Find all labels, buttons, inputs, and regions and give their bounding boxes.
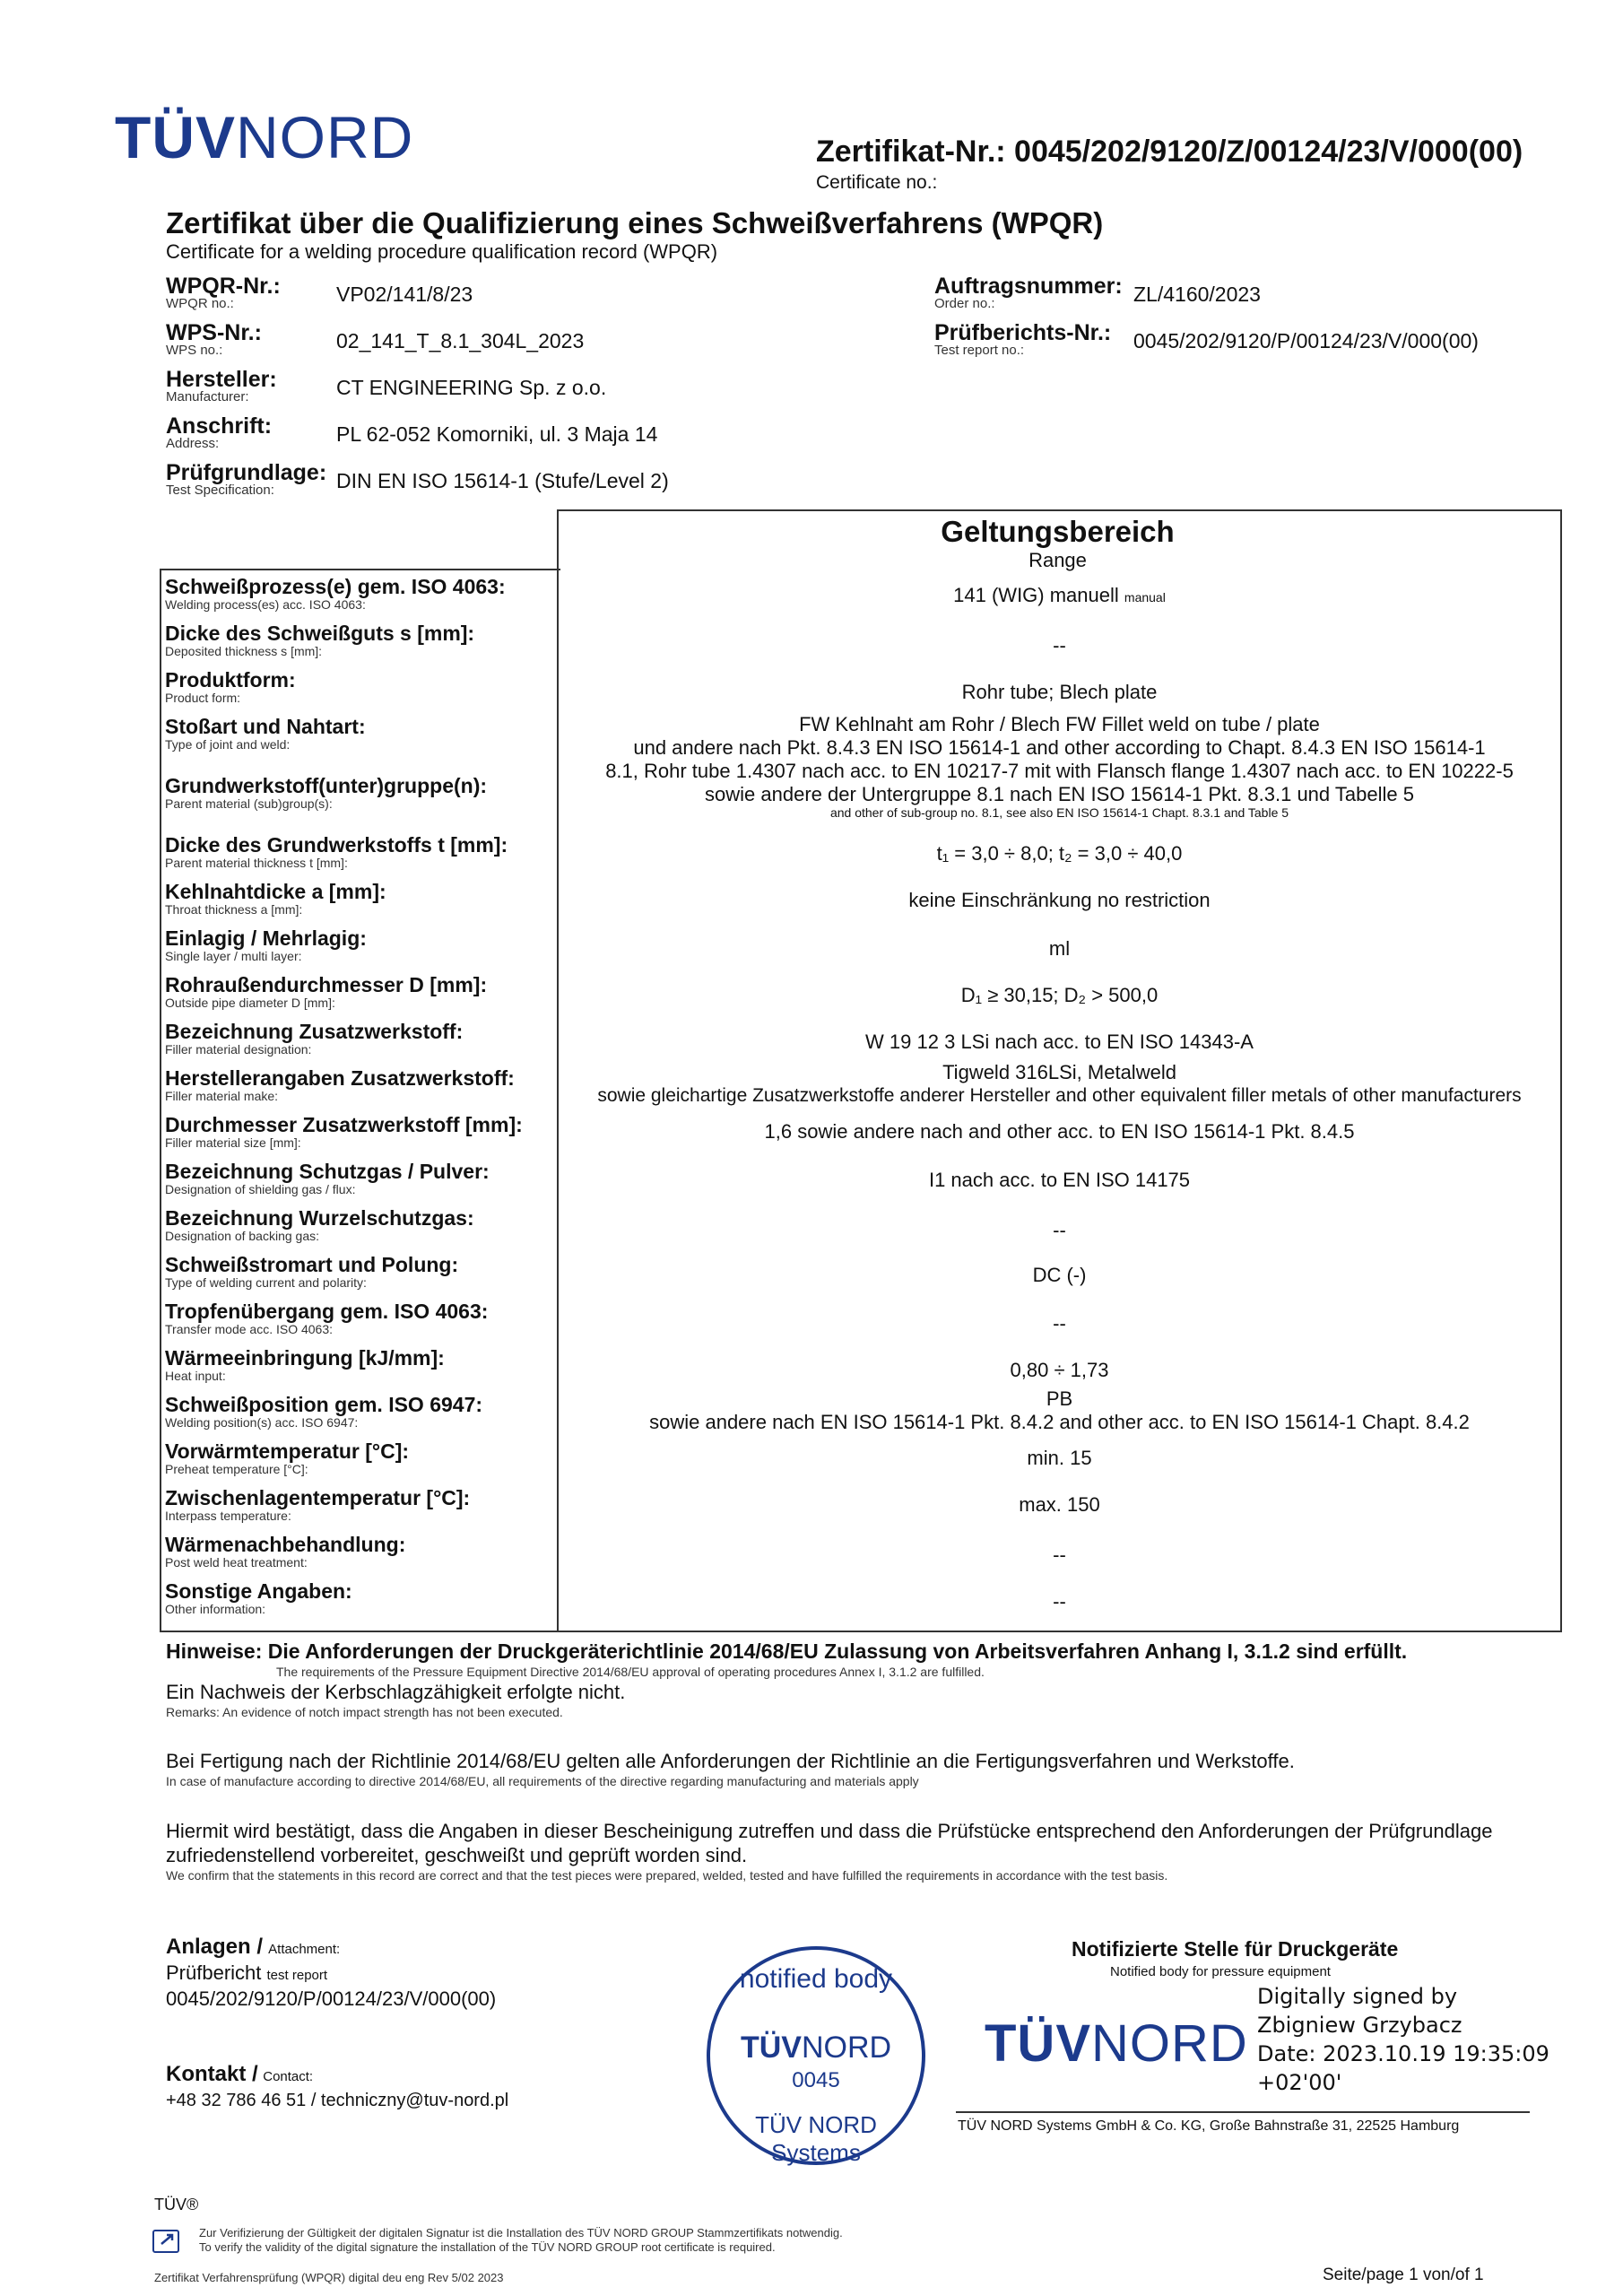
seal-bottom-text: TÜV NORD Systems (755, 2111, 877, 2166)
logo-nord: NORD (236, 104, 414, 170)
info-wps: WPS-Nr.: WPS no.: 02_141_T_8.1_304L_2023 (166, 320, 585, 358)
confirmation-paragraph: Hiermit wird bestätigt, dass die Angaben in dieser Bescheinigung zutreffen und dass die Prüfstücke entsprechend den Anforderungen der Prüfgrundlage zufriedenstellend vorbereitet, geschweißt und geprüft worden sind. We confirm that the statements in this record are correct and that the test pieces were prepared, welded, tested and have fulfilled the requirements in accordance with the test basis. (166, 1820, 1493, 1883)
test-spec-value: DIN EN ISO 15614-1 (Stufe/Level 2) (336, 469, 669, 492)
logo-tuv: TÜV (115, 104, 236, 170)
range-subtitle: Range (1028, 549, 1087, 571)
seal-top-text: notified body (739, 1964, 893, 1994)
directive-paragraph: Bei Fertigung nach der Richtlinie 2014/68/EU gelten alle Anforderungen der Richtlinie an die Fertigungsverfahren und Werkstoffe. In case of manufacture according to directive 2014/68/EU, all requirements of the directive regarding manufacturing and materials apply (166, 1750, 1295, 1788)
info-test-spec: Prüfgrundlage: Test Specification: DIN EN ISO 15614-1 (Stufe/Level 2) (166, 460, 669, 498)
page-title: Zertifikat über die Qualifizierung eines Schweißverfahrens (WPQR) (166, 206, 1104, 239)
cert-no-label: Zertifikat-Nr.: (816, 135, 1006, 169)
range-table: Geltungsbereich Range Schweißprozess(e) gem. ISO 4063: Welding process(es) acc. ISO 4063: 141 (WIG) manuell manual Dicke des Schweißguts s [mm]: Deposited thickness s [mm]: -- Produktform: Product form: Rohr tube; Blech plate Stoßart und Nahtart: Type of joint and weld: FW Kehlnaht am Rohr / Blech FW Fillet weld on tube / plate und andere nach Pkt. 8.4.3 EN ISO 15614-1 and other according to Chapt. 8.4.3 EN ISO 15614-1 Grundwerkstoff(unter)gruppe(n): Parent material (sub)group(s): 8.1, Rohr tube 1.4307 nach acc. to EN 10217-7 mit with Flansch flange 1.4307 nach acc. to EN 10222-5 sowie andere der Untergruppe 8.1 nach EN ISO 15614-1 Pkt. 8.3.1 und Tabelle 5 and other of sub-group no. 8.1, see also EN ISO 15614-1 Chapt. 8.3.1 and Table 5 Dicke des Grundwerkstoffs t [mm]: Parent material thickness t [mm]: t₁ = 3,0 ÷ 8,0; t₂ = 3,0 ÷ 40,0 Kehlnahtdicke a [mm]: Throat thickness a [mm]: keine Einschränkung no restriction Einlagig / Mehrlagig: Single layer / multi layer: ml Rohraußendurchmesser D [mm]: Outside pipe diameter D [mm]: D₁ ≥ 30,15; D₂ > 500,0 Bezeichnung Zusatzwerkstoff: Filler material designation: W 19 12 3 LSi nach acc. to EN ISO 14343-A Herstellerangaben Zusatzwerkstoff: Filler material make: Tigweld 316LSi, Metalweld sowie gleichartige Zusatzwerkstoffe anderer Hersteller and other equivalent filler metals of other manufacturers Durchmesser Zusatzwerkstoff [mm]: Filler material size [mm]: 1,6 sowie andere nach and other acc. to EN ISO 15614-1 Pkt. 8.4.5 Bezeichnung Schutzgas / Pulver: Designation of shielding gas / flux: I1 nach acc. to EN ISO 14175 Bezeichnung Wurzelschutzgas: Designation of backing gas: -- Schweißstromart und Polung: Type of welding current and polarity: DC (-) Tropfenübergang gem. ISO 4063: Transfer mode acc. ISO 4063: -- Wärmeeinbringung [kJ/mm]: Heat input: 0,80 ÷ 1,73 Schweißposition gem. ISO 6947: Welding position(s) acc. ISO 6947: PB sowie andere nach EN ISO 15614-1 Pkt. 8.4.2 and other acc. to EN ISO 15614-1 Chapt. 8.4.2 Vorwärmtemperatur [°C]: Preheat temperature [°C]: min. 15 Zwischenlagentemperatur [°C]: Interpass temperature: max. 150 Wärmenachbehandlung: Post weld heat treatment: -- Sonstige Angaben: Other information: -- (160, 509, 1561, 1631)
certificate-number (816, 135, 1523, 170)
signature-logo: TÜVNORD (985, 2014, 1248, 2073)
address-value: PL 62-052 Komorniki, ul. 3 Maja 14 (336, 422, 658, 446)
cert-no-en: Certificate no.: (816, 172, 938, 193)
range-title: Geltungsbereich (941, 515, 1175, 548)
cert-no-value: 0045/202/9120/Z/00124/23/V/000(00) (1014, 135, 1523, 169)
notes-hinweise-en: The requirements of the Pressure Equipment Directive 2014/68/EU approval of operating procedures Annex I, 3.1.2 are fulfilled. (276, 1665, 985, 1679)
seal-number: 0045 (792, 2068, 840, 2092)
order-value: ZL/4160/2023 (1133, 283, 1261, 306)
page-subtitle: Certificate for a welding procedure qualification record (WPQR) (166, 240, 718, 263)
test-report-value: 0045/202/9120/P/00124/23/V/000(00) (1133, 329, 1479, 352)
info-wpqr: WPQR-Nr.: WPQR no.: VP02/141/8/23 (166, 274, 473, 311)
wpqr-value: VP02/141/8/23 (336, 283, 473, 306)
attachments: Anlagen / Attachment: Prüfbericht test report 0045/202/9120/P/00124/23/V/000(00) (166, 1935, 497, 2010)
tuv-nord-logo (115, 106, 413, 169)
digital-signature: Digitally signed by Zbigniew Grzybacz Date: 2023.10.19 19:35:09 +02'00' (1257, 1984, 1549, 2095)
external-link-icon[interactable] (152, 2230, 179, 2253)
notes-remark-en: Remarks: An evidence of notch impact strength has not been executed. (166, 1705, 563, 1719)
contact-value[interactable]: +48 32 786 46 51 / techniczny@tuv-nord.pl (166, 2091, 509, 2110)
wps-value: 02_141_T_8.1_304L_2023 (336, 329, 585, 352)
info-address: Anschrift: Address: PL 62-052 Komorniki, ul. 3 Maja 14 (166, 413, 658, 451)
info-test-report: Prüfberichts-Nr.: Test report no.: 0045/202/9120/P/00124/23/V/000(00) (934, 320, 1479, 358)
notified-body-heading: Notifizierte Stelle für Druckgeräte (1072, 1937, 1399, 1961)
notes-remark: Ein Nachweis der Kerbschlagzähigkeit erfolgte nicht. (166, 1681, 626, 1703)
signature-address: TÜV NORD Systems GmbH & Co. KG, Große Bahnstraße 31, 22525 Hamburg (958, 2118, 1460, 2134)
notified-body-seal (707, 1946, 925, 2165)
notes-block (166, 1639, 1529, 1720)
manufacturer-value: CT ENGINEERING Sp. z o.o. (336, 376, 607, 399)
verification-note: Zur Verifizierung der Gültigkeit der digitalen Signatur ist die Installation des TÜV NORD GROUP Stammzertifikats notwendig. To verify the validity of the digital signature the installation of the TÜV NORD GROUP root certificate is required. (199, 2226, 843, 2254)
seal-logo: TÜVNORD (740, 2031, 892, 2065)
notes-hinweise: Hinweise: Die Anforderungen der Druckgeräterichtlinie 2014/68/EU Zulassung von Arbeitsverfahren Anhang I, 3.1.2 sind erfüllt. (166, 1639, 1408, 1663)
notified-body-heading-en: Notified body for pressure equipment (1110, 1964, 1331, 1979)
info-manufacturer: Hersteller: Manufacturer: CT ENGINEERING Sp. z o.o. (166, 367, 607, 404)
signature-divider (956, 2111, 1530, 2113)
info-order: Auftragsnummer: Order no.: ZL/4160/2023 (934, 274, 1261, 311)
tuv-mark: TÜV® (154, 2196, 199, 2213)
contact: Kontakt / Contact: +48 32 786 46 51 / techniczny@tuv-nord.pl (166, 2062, 509, 2110)
page-number: Seite/page 1 von/of 1 (1323, 2266, 1484, 2284)
document-id: Zertifikat Verfahrensprüfung (WPQR) digital deu eng Rev 5/02 2023 (154, 2271, 504, 2284)
